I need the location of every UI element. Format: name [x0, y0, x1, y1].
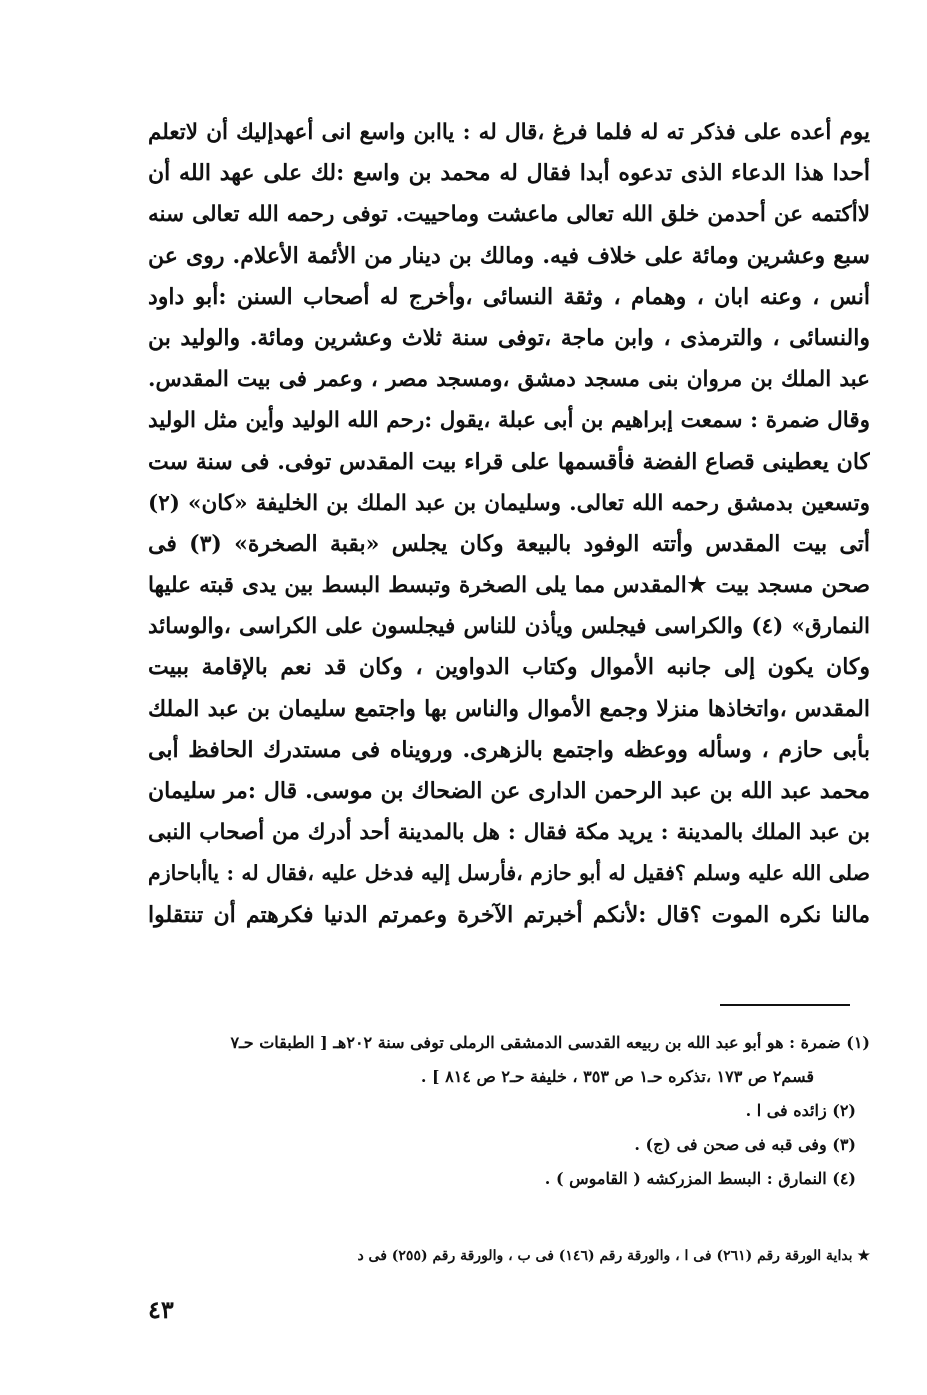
text-line: المقدس ،واتخاذها منزلا وجمع الأموال والناس بها واجتمع سليمان بن عبد الملك — [148, 695, 870, 722]
footnote-2: (٢) زائده فى ا . — [745, 1101, 856, 1120]
footnote-1: (١) ضمرة : هو أبو عبد الله بن ربيعه القدسى الدمشقى الرملى توفى سنة ٢٠٢هـ [ الطبقات حـ٧ — [230, 1033, 870, 1052]
footnote-4: (٤) النمارق : البسط المزركشه ( القاموس ) . — [544, 1169, 856, 1188]
text-line: النمارق» (٤) والكراسى فيجلس ويأذن للناس فيجلسون على الكراسى ،والوسائد — [148, 614, 870, 640]
text-line: أحدا هذا الدعاء الذى تدعوه أبدا فقال له محمد بن واسع :لك على عهد الله أن — [148, 160, 870, 187]
text-line: عبد الملك بن مروان بنى مسجد دمشق ،ومسجد مصر ، وعمر فى بيت المقدس. — [148, 367, 870, 393]
text-line: لاأكتمه عن أحدمن خلق الله تعالى ماعشت وماحييت. توفى رحمه الله تعالى سنه — [148, 202, 870, 228]
text-line: والنسائى ، والترمذى ، وابن ماجة ،توفى سنة ثلاث وعشرين ومائة. والوليد بن — [148, 324, 870, 351]
text-line: وقال ضمرة : سمعت إبراهيم بن أبى عبلة ،يقول :رحم الله الوليد وأين مثل الوليد — [148, 408, 870, 434]
text-line: مالنا نكره الموت ؟قال :لأنكم أخبرتم الآخرة وعمرتم الدنيا فكرهتم أن تنتقلوا — [148, 901, 870, 928]
footnotes-block — [148, 1026, 870, 1196]
text-line: وتسعين بدمشق رحمه الله تعالى. وسليمان بن عبد الملك بن الخليفة «كان» (٢) — [148, 490, 870, 516]
text-line: محمد عبد الله بن عبد الرحمن الدارى عن الضحاك بن موسى. قال :مر سليمان — [148, 778, 870, 804]
text-line: صلى الله عليه وسلم ؟فقيل له أبو حازم ،فأرسل إليه فدخل عليه ،فقال له : ياأباحازم — [148, 861, 870, 886]
text-line: بأبى حازم ، وسأله ووعظه واجتمع بالزهرى. ورويناه فى مستدرك الحافظ أبى — [148, 736, 870, 763]
manuscript-folio-note: ★ بداية الورقة رقم (٢٦١) فى ا ، والورقة رقم (١٤٦) فى ب ، والورقة رقم (٢٥٥) فى د — [357, 1248, 870, 1264]
main-text-block — [148, 112, 870, 936]
page-number: ٤٣ — [148, 1295, 174, 1324]
text-line: صحن مسجد بيت ★المقدس مما يلى الصخرة وتبسط البسط بين يدى قبته عليها — [148, 573, 870, 599]
text-line: أتى بيت المقدس وأتته الوفود بالبيعة وكان يجلس «بقبة الصخرة» (٣) فى — [148, 530, 870, 557]
text-line: وكان يكون إلى جانبه الأموال وكتاب الدواوين ، وكان قد نعم بالإقامة ببيت — [148, 654, 870, 681]
footnote-1-continued: قسم٢ ص ١٧٣ ،تذكره حـ١ ص ٣٥٣ ، خليفة حـ٢ ص ٨١٤ ] . — [420, 1067, 814, 1086]
text-line: يوم أعده على فذكر ته له فلما فرغ ،قال له : ياابن واسع انى أعهدإليك أن لاتعلم — [148, 120, 870, 145]
text-line: أنس ، وعنه ابان ، وهمام ، وثقة النسائى ،وأخرج له أصحاب السنن :أبو داود — [148, 283, 870, 310]
text-line: سبع وعشرين ومائة على خلاف فيه. ومالك بن دينار من الأئمة الأعلام. روى عن — [148, 242, 870, 269]
text-line: بن عبد الملك بالمدينة : يريد مكة فقال : هل بالمدينة أحد أدرك من أصحاب النبى — [148, 820, 870, 846]
text-line: كان يعطينى قصاع الفضة فأقسمها على قراء بيت المقدس توفى. فى سنة ست — [148, 448, 870, 475]
footnote-separator — [720, 1004, 850, 1006]
footnote-3: (٣) وفى قبه فى صحن فى (ج) . — [634, 1135, 856, 1154]
